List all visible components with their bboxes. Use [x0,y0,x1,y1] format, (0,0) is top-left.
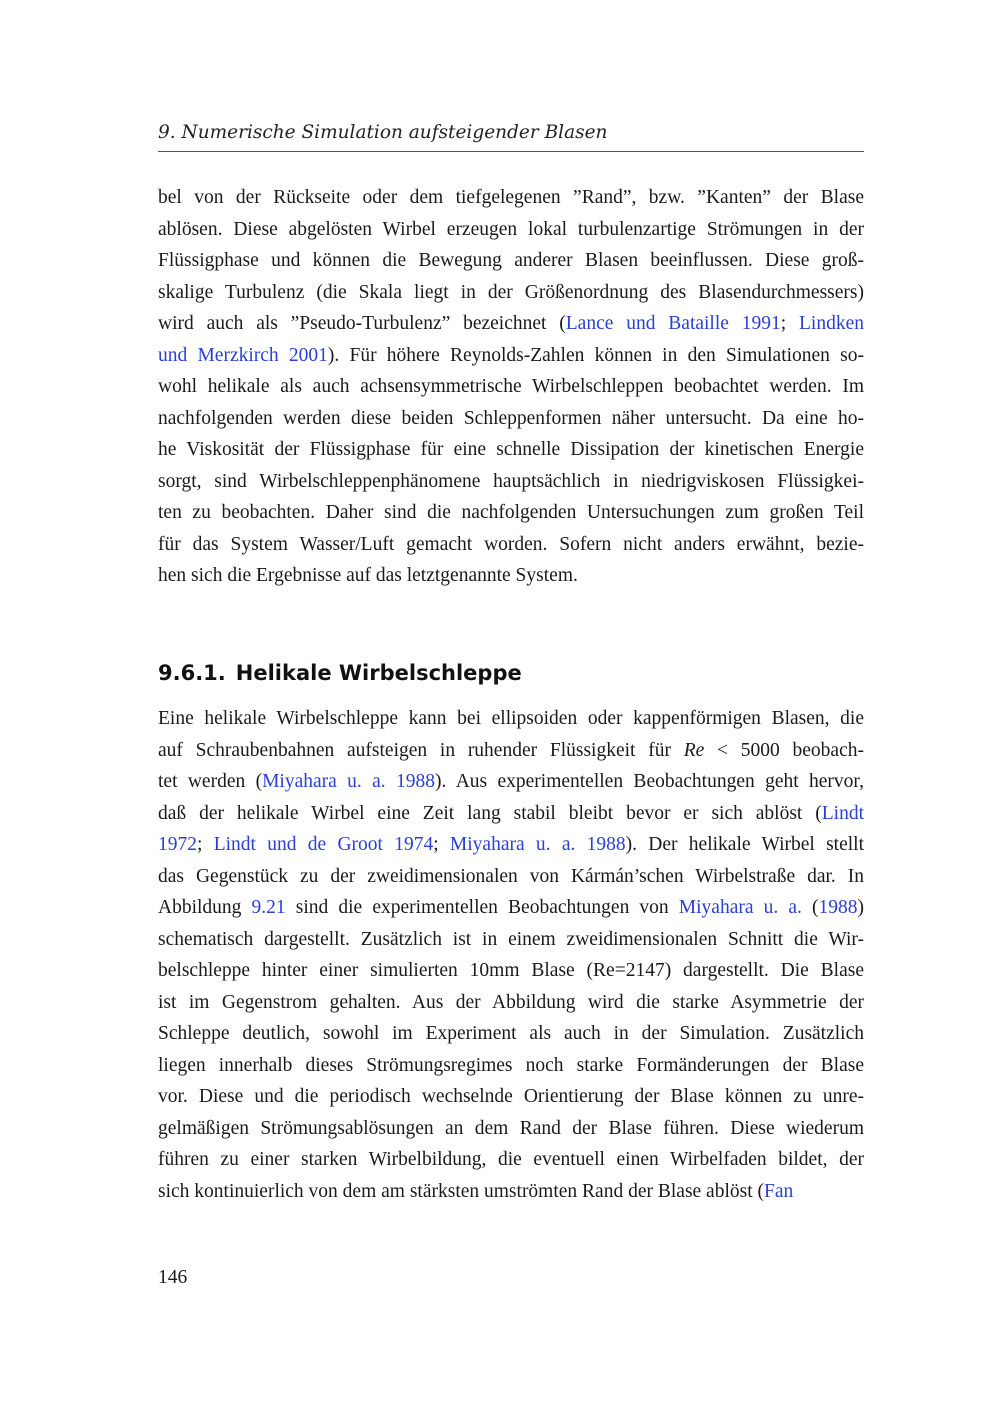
text-line [158,182,864,214]
text-line [158,214,864,246]
text-run: ). Aus experimentellen Beobachtungen geht hervor, [435,771,865,792]
text-run: liegen innerhalb dieses Strömungsregimes noch starke Formänderungen der Blase [158,1054,864,1076]
citation-link[interactable]: 1972 [158,834,197,855]
text-run: führen zu einer starken Wirbelbildung, die eventuell einen Wirbelfaden bildet, der [158,1149,864,1170]
text-run: wird auch als ”Pseudo-Turbulenz” bezeichnet ( [158,313,566,334]
text-line [158,245,864,277]
text-run: bel von der Rückseite oder dem tiefgelegenen ”Rand”, bzw. ”Kanten” der Blase [158,187,864,208]
section-heading [158,657,864,689]
text-line [158,861,864,893]
section-number: 9.6.1. [158,661,226,685]
text-line [158,308,864,340]
text-line [158,1144,864,1176]
text-run: Eine helikale Wirbelschleppe kann bei ellipsoiden oder kappenförmigen Blasen, die [158,708,864,729]
text-run: ). Für höhere Reynolds-Zahlen können in den Simulationen so- [327,344,864,366]
text-line [158,371,864,403]
citation-link[interactable]: 9.21 [251,897,286,918]
text-run: gelmäßigen Strömungsablösungen an dem Rand der Blase führen. Diese wiederum [158,1117,864,1139]
text-run: auf Schraubenbahnen aufsteigen in ruhender Flüssigkeit für [158,739,684,761]
math-symbol: Re [683,739,705,761]
text-line [158,466,864,498]
citation-link[interactable]: Lindt und de Groot 1974 [213,834,434,855]
section-title-text: Helikale Wirbelschleppe [235,661,522,685]
text-run: nachfolgenden werden diese beiden Schleppenformen näher untersucht. Da eine ho- [158,407,864,429]
text-run: ) [857,897,864,918]
text-line [158,277,864,309]
text-line [158,703,864,735]
text-run: skalige Turbulenz (die Skala liegt in der Größenordnung des Blasendurchmessers) [158,281,864,303]
citation-link[interactable]: Lindken [799,313,864,334]
text-run: vor. Diese und die periodisch wechselnde Orientierung der Blase können zu unre- [158,1086,864,1107]
text-run: Flüssigphase und können die Bewegung anderer Blasen beeinflussen. Diese groß- [158,250,864,271]
text-line [158,434,864,466]
text-line [158,735,864,767]
text-line [158,1018,864,1050]
text-run: < 5000 beobach- [704,739,864,761]
text-line [158,1113,864,1145]
text-line [158,955,864,987]
text-line [158,1176,864,1208]
text-line [158,529,864,561]
text-run: ; [780,313,799,334]
citation-link[interactable]: Lance und Bataille 1991 [565,313,781,334]
page-number: 146 [158,1267,188,1288]
text-run: ( [801,897,819,918]
text-line [158,1081,864,1113]
text-run: schematisch dargestellt. Zusätzlich ist in einem zweidimensionalen Schnitt die Wir- [158,928,864,950]
text-line [158,340,864,372]
text-run: daß der helikale Wirbel eine Zeit lang stabil bleibt bevor er sich ablöst ( [158,802,822,824]
text-run: das Gegenstück zu der zweidimensionalen von Kármán’schen Wirbelstraße dar. In [158,865,864,887]
text-run: sich kontinuierlich von dem am stärksten umströmten Rand der Blase ablöst ( [158,1180,765,1202]
text-run: tet werden ( [158,771,263,792]
text-run: sorgt, sind Wirbelschleppenphänomene hauptsächlich in niedrigviskosen Flüssigkei- [158,470,864,492]
text-run: hen sich die Ergebnisse auf das letztgenannte System. [158,565,578,586]
citation-link[interactable]: Miyahara u. a. [678,897,802,918]
text-line [158,497,864,529]
citation-link[interactable]: Miyahara u. a. 1988 [262,771,436,792]
citation-link[interactable]: Fan [764,1180,794,1202]
text-run: ; [197,834,214,855]
text-run: ablösen. Diese abgelösten Wirbel erzeugen lokal turbulenzartige Strömungen in der [158,218,864,240]
text-line [158,403,864,435]
text-run: ten zu beobachten. Daher sind die nachfolgenden Untersuchungen zum großen Teil [158,502,864,523]
text-run: ). Der helikale Wirbel stellt [625,834,864,855]
text-run: he Viskosität der Flüssigphase für eine schnelle Dissipation der kinetischen Energie [158,439,864,460]
paragraph-continuation [158,182,864,592]
text-line [158,924,864,956]
text-run: Abbildung [158,897,252,918]
text-run: belschleppe hinter einer simulierten 10mm Blase (Re=2147) dargestellt. Die Blase [158,960,864,981]
citation-link[interactable]: Lindt [821,802,864,824]
paragraph-helical-wake [158,703,864,1207]
text-line [158,987,864,1019]
text-run: sind die experimentellen Beobachtungen von [285,897,679,918]
text-line [158,560,864,592]
citation-link[interactable]: Miyahara u. a. 1988 [449,834,626,855]
text-line [158,798,864,830]
text-line [158,1050,864,1082]
text-line [158,766,864,798]
running-header: 9. Numerische Simulation aufsteigender Blasen [158,122,608,143]
text-run: ist im Gegenstrom gehalten. Aus der Abbildung wird die starke Asymmetrie der [158,991,864,1013]
text-line [158,892,864,924]
text-run: Schleppe deutlich, sowohl im Experiment als auch in der Simulation. Zusätzlich [158,1023,864,1044]
text-line [158,829,864,861]
citation-link[interactable]: und Merzkirch 2001 [158,344,328,366]
citation-link[interactable]: 1988 [818,897,858,918]
header-rule [158,151,864,152]
text-run: wohl helikale als auch achsensymmetrische Wirbelschleppen beobachtet werden. Im [158,376,864,397]
text-run: ; [433,834,450,855]
text-run: für das System Wasser/Luft gemacht worden. Sofern nicht anders erwähnt, bezie- [158,533,864,555]
